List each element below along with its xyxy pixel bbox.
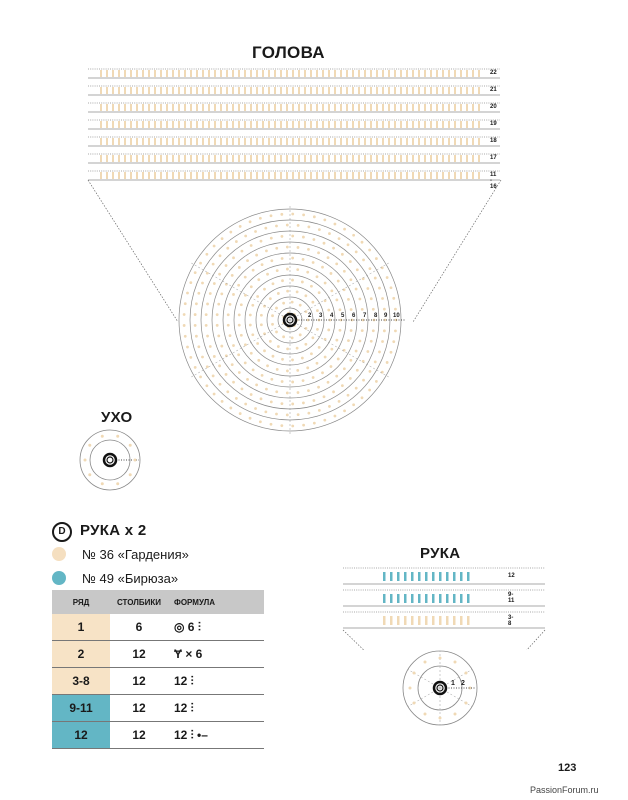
section-marker-d: D [52,522,72,542]
formula-cell: 12 ⫶ [168,695,264,722]
ring-label: 7 [363,313,367,319]
stitches-cell: 12 [110,722,168,749]
watermark: PassionForum.ru [530,785,599,795]
formula-cell: ◎ 6 ⫶ [168,614,264,641]
head-row-label: 22 [490,70,497,76]
legend-item [52,567,189,589]
row-number-cell: 12 [52,722,110,749]
legend-swatch-cream [52,547,66,561]
ring-label: 2 [308,313,312,319]
col-header-stitches: СТОЛБИКИ [110,590,168,614]
formula-cell: 12 ⫶ •– [168,722,264,749]
col-header-row: РЯД [52,590,110,614]
ring-label: 1 [451,680,455,687]
ring-label: 8 [374,313,378,319]
table-row [52,641,264,668]
head-row-label: 18 [490,138,497,144]
arm-circle-chart [400,648,480,728]
ring-label: 10 [393,313,400,319]
page-number: 123 [558,762,577,774]
stitches-cell: 12 [110,641,168,668]
color-legend [52,543,189,589]
ring-label: 6 [352,313,356,319]
head-row-label: 11 - 16 [490,172,497,190]
ring-label: 2 [461,680,465,687]
col-header-formula: ФОРМУЛА [168,590,264,614]
head-row-label: 20 [490,104,497,110]
stitches-cell: 12 [110,695,168,722]
ring-label: 3 [319,313,323,319]
legend-item [52,543,189,565]
ear-title: УХО [101,409,133,426]
arm-row-label: 12 [508,573,515,579]
section-marker [52,521,72,542]
table-row [52,668,264,695]
arm-row-label: 3-8 [508,615,514,627]
head-circle-chart [170,200,410,440]
arm-section-title: РУКА x 2 [80,522,147,539]
table-row [52,695,264,722]
head-row-label: 17 [490,155,497,161]
arm-pattern-table [52,590,264,749]
ring-label: 9 [384,313,388,319]
formula-cell: 12 ⫶ [168,668,264,695]
table-header-row [52,590,264,614]
head-row-label: 19 [490,121,497,127]
arm-chart-title: РУКА [420,545,461,562]
ear-chart [75,425,145,495]
row-number-cell: 1 [52,614,110,641]
table-row [52,722,264,749]
legend-label: № 49 «Бирюза» [82,570,179,586]
arm-rows-chart [335,560,555,650]
formula-cell: Ɏ × 6 [168,641,264,668]
head-title: ГОЛОВА [252,43,325,62]
arm-row-label: 9-11 [508,592,515,604]
stitches-cell: 12 [110,668,168,695]
row-number-cell: 9-11 [52,695,110,722]
row-number-cell: 2 [52,641,110,668]
row-number-cell: 3-8 [52,668,110,695]
table-row [52,614,264,641]
ring-label: 5 [341,313,345,319]
stitches-cell: 6 [110,614,168,641]
head-row-label: 21 [490,87,497,93]
ring-label: 4 [330,313,334,319]
legend-label: № 36 «Гардения» [82,546,189,562]
legend-swatch-teal [52,571,66,585]
